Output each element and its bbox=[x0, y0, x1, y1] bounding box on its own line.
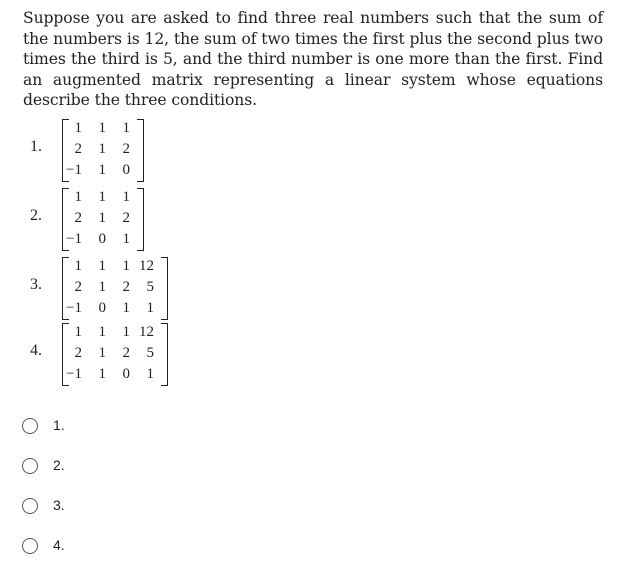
matrix-cell: 12 bbox=[139, 324, 154, 340]
option-4-label: 4. bbox=[30, 342, 42, 359]
matrix-cell: 1 bbox=[98, 279, 106, 295]
option-3-label: 3. bbox=[30, 276, 42, 293]
matrix-cell: 1 bbox=[122, 189, 130, 205]
answer-label: 3. bbox=[53, 497, 65, 513]
matrix-cell: 1 bbox=[122, 258, 130, 274]
matrix-cell: 1 bbox=[98, 324, 106, 340]
matrix-cell: 0 bbox=[122, 366, 130, 382]
right-bracket bbox=[137, 119, 144, 182]
matrix-cell: 5 bbox=[146, 345, 154, 361]
matrix-cell: 2 bbox=[122, 345, 130, 361]
question-text: Suppose you are asked to find three real numbers such that the sum of the numbers is 12, the sum of two times the first plus the second plus two times the third is 5, and the third number is one more than the first. Find an augmented matrix representing a linear system whose equations describe the three conditions. bbox=[23, 9, 603, 109]
matrix-cell: 1 bbox=[98, 345, 106, 361]
matrix-cell: 1 bbox=[122, 120, 130, 136]
right-bracket bbox=[137, 188, 144, 251]
matrix-cell: 1 bbox=[74, 258, 82, 274]
matrix-cell: 1 bbox=[146, 366, 154, 382]
option-1-label: 1. bbox=[30, 138, 42, 155]
radio-button-icon[interactable] bbox=[22, 458, 38, 474]
answer-label: 1. bbox=[53, 417, 65, 433]
right-bracket bbox=[161, 323, 168, 386]
matrix-cell: 1 bbox=[98, 162, 106, 178]
matrix-cell: 5 bbox=[146, 279, 154, 295]
matrix-cell: 2 bbox=[122, 141, 130, 157]
matrix-cell: 2 bbox=[74, 210, 82, 226]
matrix-cell: 0 bbox=[122, 162, 130, 178]
radio-button-icon[interactable] bbox=[22, 538, 38, 554]
matrix-cell: 1 bbox=[98, 120, 106, 136]
matrix-cell: 1 bbox=[98, 366, 106, 382]
matrix-cell: 1 bbox=[74, 120, 82, 136]
matrix-cell: −1 bbox=[66, 366, 82, 382]
matrix-cell: 12 bbox=[139, 258, 154, 274]
matrix-cell: 0 bbox=[98, 300, 106, 316]
option-2-label: 2. bbox=[30, 207, 42, 224]
matrix-cell: 1 bbox=[98, 258, 106, 274]
matrix-cell: 2 bbox=[122, 210, 130, 226]
matrix-cell: 1 bbox=[122, 231, 130, 247]
matrix-cell: −1 bbox=[66, 300, 82, 316]
matrix-cell: 1 bbox=[122, 300, 130, 316]
matrix-cell: 1 bbox=[122, 324, 130, 340]
option-2-matrix bbox=[62, 188, 144, 251]
matrix-cell: −1 bbox=[66, 231, 82, 247]
matrix-cell: 2 bbox=[74, 279, 82, 295]
matrix-cell: 1 bbox=[98, 141, 106, 157]
radio-button-icon[interactable] bbox=[22, 498, 38, 514]
matrix-cell: 1 bbox=[98, 210, 106, 226]
right-bracket bbox=[161, 257, 168, 320]
matrix-cell: 2 bbox=[74, 345, 82, 361]
answer-label: 2. bbox=[53, 457, 65, 473]
radio-button-icon[interactable] bbox=[22, 418, 38, 434]
option-3-matrix bbox=[62, 257, 168, 320]
matrix-cell: 1 bbox=[74, 189, 82, 205]
option-4-matrix bbox=[62, 323, 168, 386]
matrix-cell: 1 bbox=[98, 189, 106, 205]
matrix-cell: −1 bbox=[66, 162, 82, 178]
matrix-cell: 2 bbox=[74, 141, 82, 157]
matrix-cell: 2 bbox=[122, 279, 130, 295]
matrix-cell: 1 bbox=[146, 300, 154, 316]
option-1-matrix bbox=[62, 119, 144, 182]
matrix-cell: 1 bbox=[74, 324, 82, 340]
answer-label: 4. bbox=[53, 537, 65, 553]
matrix-cell: 0 bbox=[98, 231, 106, 247]
